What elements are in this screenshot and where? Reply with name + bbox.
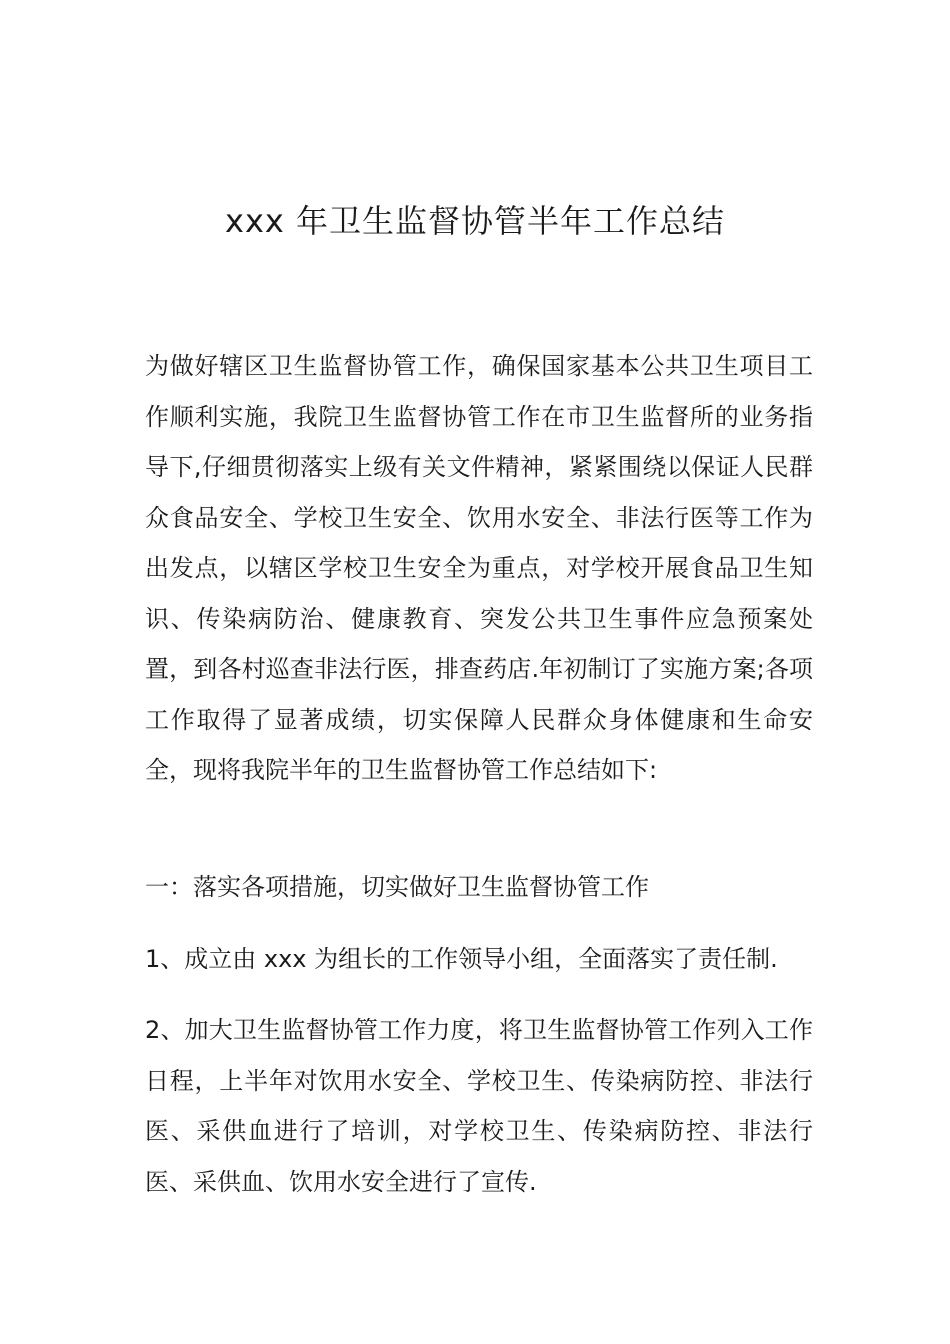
list-item-1: 1、成立由 xxx 为组长的工作领导小组，全面落实了责任制. xyxy=(145,945,778,973)
intro-paragraph: 为做好辖区卫生监督协管工作，确保国家基本公共卫生项目工作顺利实施，我院卫生监督协管工作在市卫生监督所的业务指导下,仔细贯彻落实上级有关文件精神，紧紧围绕以保证人民群众食品安全、学校卫生安全、饮用水安全、非法行医等工作为出发点，以辖区学校卫生安全为重点，对学校开展食品卫生知识、传染病防治、健康教育、突发公共卫生事件应急预案处置，到各村巡查非法行医，排查药店.年初制订了实施方案;各项工作取得了显著成绩，切实保障人民群众身体健康和生命安全，现将我院半年的卫生监督协管工作总结如下: xyxy=(145,352,813,784)
list-item-2: 2、加大卫生监督协管工作力度，将卫生监督协管工作列入工作日程，上半年对饮用水安全、学校卫生、传染病防控、非法行医、采供血进行了培训，对学校卫生、传染病防控、非法行医、采供血、饮用水安全进行了宣传. xyxy=(145,1016,813,1196)
section-heading: 一：落实各项措施，切实做好卫生监督协管工作 xyxy=(145,873,649,901)
document-title: xxx 年卫生监督协管半年工作总结 xyxy=(225,202,725,240)
